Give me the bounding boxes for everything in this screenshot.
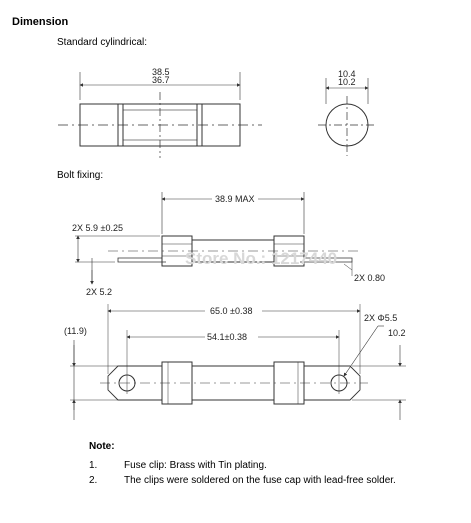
bolt-fuse-side-view xyxy=(75,192,360,284)
bolt-width-dim: 10.2 xyxy=(388,328,406,338)
bolt-tab-height: 2X 5.9 ±0.25 xyxy=(72,223,123,233)
cyl-length-top: 38.5 xyxy=(152,67,170,77)
bolt-fuse-top-view xyxy=(70,304,406,420)
cyl-dia-top: 10.4 xyxy=(338,69,356,79)
bolt-overall-length: 65.0 ±0.38 xyxy=(210,306,253,316)
cyl-length-bottom: 36.7 xyxy=(152,75,170,85)
note-item-2-num: 2. xyxy=(89,475,98,486)
bolt-side-dim: (11.9) xyxy=(64,326,87,336)
note-item-1-text: Fuse clip: Brass with Tin plating. xyxy=(124,460,267,471)
bolt-inner-length: 54.1±0.38 xyxy=(207,332,247,342)
section-bolt-label: Bolt fixing: xyxy=(57,170,104,181)
note-item-1-num: 1. xyxy=(89,460,98,471)
note-title: Note: xyxy=(89,441,115,452)
cyl-dia-bottom: 10.2 xyxy=(338,77,356,87)
note-item-2-text: The clips were soldered on the fuse cap with lead-free solder. xyxy=(124,475,396,486)
cylindrical-fuse-end-view xyxy=(318,78,376,156)
watermark-text: Store No.: 1217440 xyxy=(185,249,338,268)
page-title: Dimension xyxy=(12,16,69,28)
section-standard-label: Standard cylindrical: xyxy=(57,37,148,48)
bolt-max-length: 38.9 MAX xyxy=(215,194,255,204)
bolt-tab-base: 2X 5.2 xyxy=(86,287,113,297)
bolt-hole-dim: 2X Φ5.5 xyxy=(364,313,398,323)
bolt-thickness: 2X 0.80 xyxy=(354,273,386,283)
